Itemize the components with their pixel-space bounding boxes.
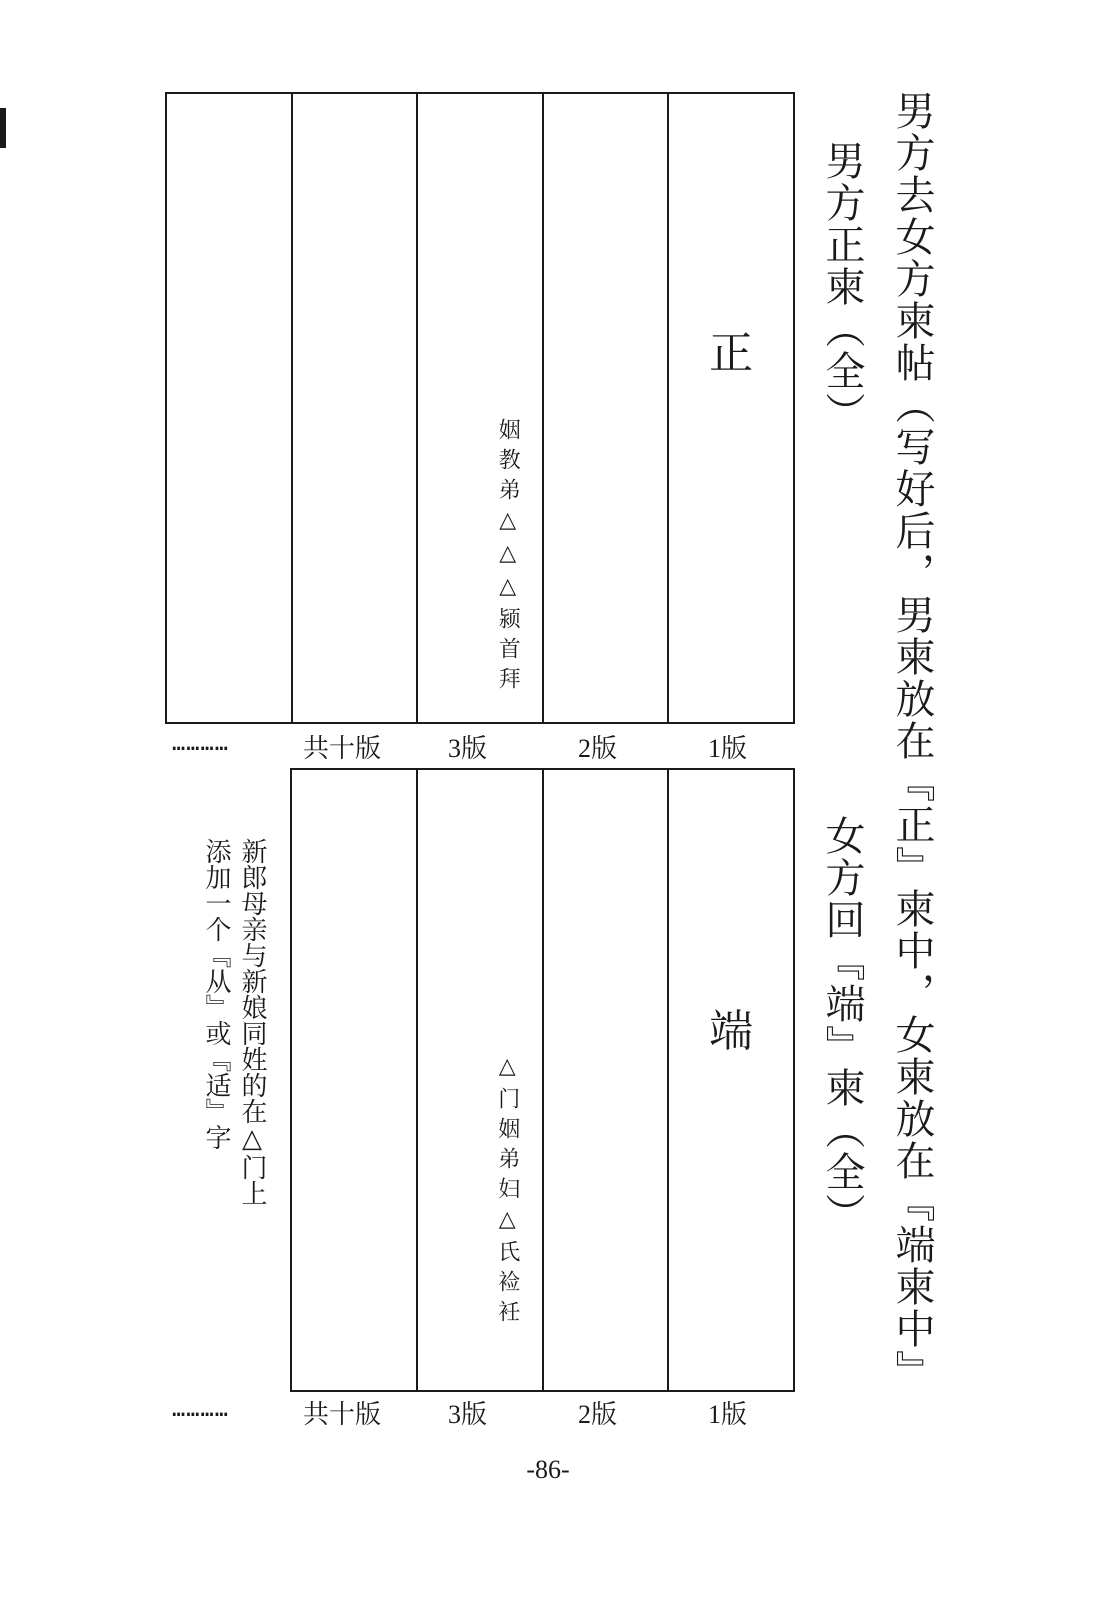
upper-card-title: 男方正柬（全）: [819, 140, 865, 434]
upper-label-2: 2版: [578, 734, 618, 763]
lower-label-1: 1版: [708, 1400, 748, 1429]
upper-card-grid: [165, 92, 795, 724]
lower-label-2: 2版: [578, 1400, 618, 1429]
lower-panel-2: [542, 770, 668, 1390]
upper-panel-blank-1: [167, 94, 291, 722]
page-title: 男方去女方柬帖（写好后，男柬放在『正』柬中，女柬放在『端柬中』: [889, 90, 935, 1392]
margin-mark: [0, 108, 6, 148]
lower-panel-3: [416, 770, 542, 1390]
lower-panel-blank: [292, 770, 416, 1390]
lower-dotted-leader: …………: [172, 1397, 229, 1422]
upper-panel-2: [542, 94, 668, 722]
lower-card-title: 女方回『端』柬（全）: [819, 815, 865, 1235]
side-note-line-2: 添加一个『从』或『适』字: [201, 838, 231, 1150]
upper-body-text: 姻教弟△△△颍首拜: [495, 418, 521, 697]
upper-panel-1: [667, 94, 793, 722]
upper-dotted-leader: …………: [172, 731, 229, 756]
page-number: -86-: [526, 1455, 570, 1484]
upper-label-3: 3版: [448, 734, 488, 763]
upper-label-1: 1版: [708, 734, 748, 763]
lower-label-3: 3版: [448, 1400, 488, 1429]
upper-cover-char: 正: [709, 328, 754, 379]
side-note-line-1: 新郎母亲与新娘同姓的在△门上: [237, 838, 267, 1206]
upper-panel-3: [416, 94, 542, 722]
lower-panel-1: [667, 770, 793, 1390]
lower-body-text: △门姻弟妇△氏裣衽: [494, 1054, 520, 1330]
lower-cover-char: 端: [709, 1006, 754, 1057]
upper-panel-blank-2: [291, 94, 417, 722]
upper-label-total: 共十版: [303, 734, 382, 763]
lower-label-total: 共十版: [303, 1400, 382, 1429]
lower-card-grid: [290, 768, 795, 1392]
